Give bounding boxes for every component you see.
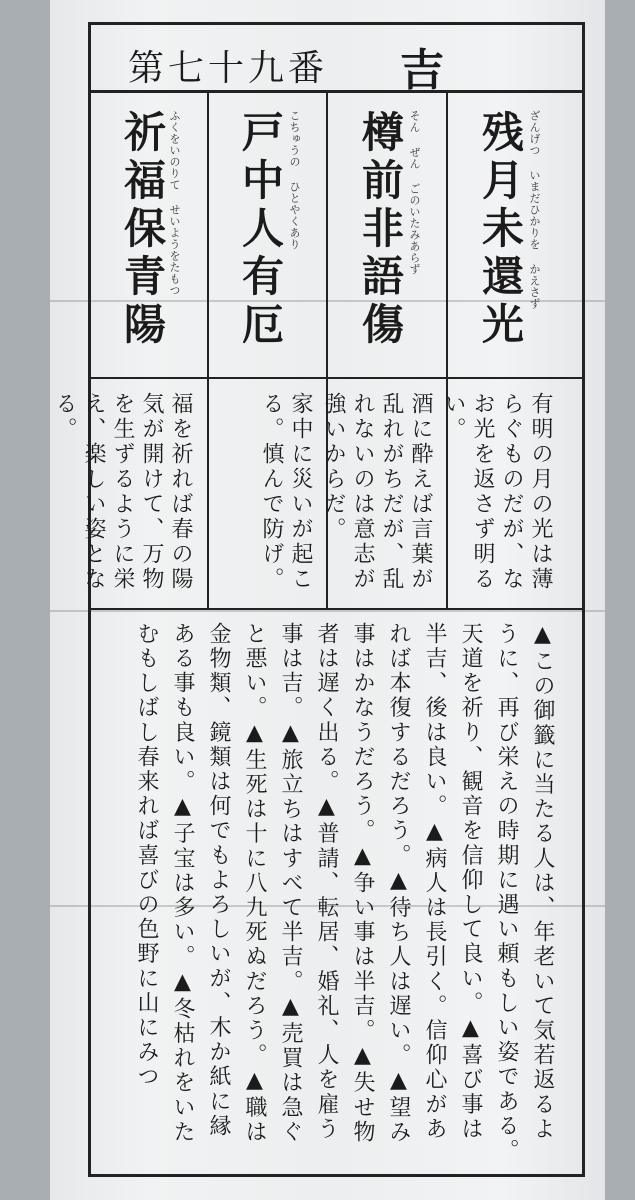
verse-explanation: 有明の月の光は薄らぐものだが、なお光を返さず明るい。	[441, 392, 553, 592]
verse-ruby: こちゅうの ひとやくあり	[288, 110, 301, 250]
verse-poem: 残月未還光	[476, 110, 525, 350]
fortune-body-line: うに、再び栄えの時期に遇い頼もしい姿である。	[494, 622, 519, 1164]
fortune-body-line: れば本復するだろう。▲待ち人は遅い。▲望み	[386, 622, 411, 1145]
fortune-number: 第七十九番	[128, 48, 329, 89]
body-divider	[88, 608, 585, 610]
fortune-body-line: ▲この御籤に当たる人は、年老いて気若返るよ	[530, 622, 555, 1142]
fortune-body-line: 金物類、鏡類は何でもよろしいが、木か紙に縁	[206, 622, 231, 1139]
verse-poem: 樽前非語傷	[356, 110, 405, 350]
verse-explanation: 家中に災いが起こる。慎んで防げ。	[259, 392, 313, 592]
fortune-body-line: むもしばし春来れば喜びの色野に山にみつ	[134, 622, 159, 1090]
fortune-body-line: 天道を祈り、観音を信仰して良い。▲喜び事は	[458, 622, 483, 1142]
fortune-body-line: 半吉、後は良い。▲病人は長引く。信仰心があ	[422, 622, 447, 1142]
fortune-body-line: ある事も良い。▲子宝は多い。▲冬枯れをいた	[170, 622, 195, 1145]
verse-poem: 戸中人有厄	[236, 110, 285, 350]
verse-explanation: 福を祈れば春の陽気が開けて、万物を生ずるように栄え、楽しい姿となる。	[52, 392, 193, 592]
verse-ruby: ざんげつ いまだひかりを かえさず	[528, 110, 541, 310]
verse-ruby: ふくをいのりて せいようをたもつ	[168, 110, 181, 296]
verse-ruby: そん ぜん ごのいたみあらず	[408, 110, 421, 275]
verse-explanation: 酒に酔えば言葉が乱れがちだが、乱れないのは意志が強いからだ。	[321, 392, 433, 592]
fortune-body-line: 者は遅く出る。▲普請、転居、婚礼、人を雇う	[314, 622, 339, 1142]
verse-divider	[88, 377, 585, 379]
fortune-body-line: と悪い。▲生死は十に八九死ぬだろう。▲職は	[242, 622, 267, 1145]
fortune-level: 吉	[400, 45, 444, 96]
fortune-body-line: 事は吉。▲旅立ちはすべて半吉。▲売買は急ぐ	[278, 622, 303, 1145]
verse-poem: 祈福保青陽	[118, 110, 167, 350]
fortune-body-line: 事はかなうだろう。▲争い事は半吉。▲失せ物	[350, 622, 375, 1145]
